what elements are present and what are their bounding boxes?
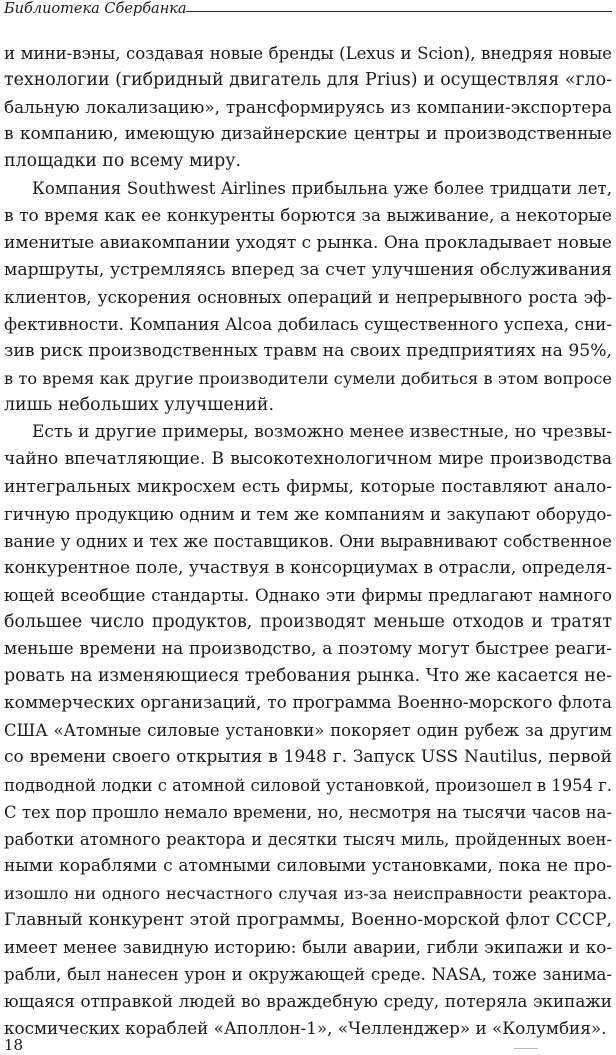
text-line: и мини-вэны, создавая новые бренды (Lexus и Scion), внедряя новые [4, 44, 612, 63]
text-line: ющаяся отправкой людей во враждебную среду, потеряла экипажи [4, 991, 612, 1012]
text-line: большее число продуктов, производят меньше отходов и тратят [4, 611, 612, 632]
text-line: меньше времени на производство, а поэтому могут быстрее реаги- [4, 639, 612, 660]
text-line: Есть и другие примеры, возможно менее известные, но чрезвы- [32, 422, 612, 443]
text-line: США «Атомные силовые установки» покоряет один рубеж за другим [4, 721, 612, 741]
text-line: ными кораблями с атомными силовыми установками, пока не про- [4, 855, 612, 876]
text-line: чайно впечатляющие. В высокотехнологичном мире производства [4, 449, 612, 470]
text-line: гичную продукцию одним и тем же компаниям и закупают оборудо- [4, 504, 612, 524]
text-line: ющей всеобщие стандарты. Однако эти фирмы предлагают намного [4, 585, 612, 605]
text-line: Главный конкурент этой программы, Военно-морской флот СССР, [4, 910, 612, 930]
text-line: маршруты, устремляясь вперед за счет улучшения обслуживания [4, 259, 612, 280]
text-line: интегральных микросхем есть фирмы, которые поставляют анало- [4, 476, 612, 497]
paragraph [4, 175, 612, 419]
header-title: Библиотека Сбербанка [4, 0, 193, 18]
text-line: площадки по всему миру. [4, 151, 242, 172]
text-line: рабли, был нанесен урон и окружающей среде. NASA, тоже занима- [4, 965, 612, 985]
text-line: работки атомного реактора и десятки тысяч миль, пройденных воен- [4, 829, 612, 849]
running-header [4, 0, 612, 22]
text-line: вание у одних и тех же поставщиков. Они выравнивают собственное [4, 531, 612, 551]
text-line: имеет менее завидную историю: были аварии, гибли экипажи и ко- [4, 937, 612, 958]
paragraph [4, 419, 612, 1042]
text-line: С тех пор прошло немало времени, но, несмотря на тысячи часов на- [4, 802, 612, 822]
footer-mark [514, 1048, 538, 1049]
text-line: подводной лодки с атомной силовой установкой, произошел в 1954 г. [4, 775, 612, 795]
text-line: изошло ни одного несчастного случая из-за неисправности реактора. [4, 883, 612, 903]
text-line: коммерческих организаций, то программа Военно-морского флота [4, 693, 612, 714]
text-line: фективности. Компания Alcoa добилась существенного успеха, сни- [4, 313, 612, 334]
text-line: технологии (гибридный двигатель для Prius) и осуществляя «гло- [4, 70, 612, 91]
text-line: в то время как другие производители сумели добиться в этом вопросе [4, 369, 612, 389]
text-line: конкурентное поле, участвуя в консорциумах в отрасли, определя- [4, 557, 612, 578]
text-line: зив риск производственных травм на своих предприятиях на 95%, [4, 341, 612, 362]
text-line: со времени своего открытия в 1948 г. Запуск USS Nautilus, первой [4, 747, 612, 768]
text-line: в компанию, имеющую дизайнерские центры и производственные [4, 124, 612, 145]
header-rule [186, 11, 612, 12]
page-number: 18 [4, 1036, 24, 1054]
page-body [4, 40, 612, 1042]
text-line: бальную локализацию», трансформируясь из компании-экспортера [4, 97, 612, 118]
text-line: в то время как ее конкуренты борются за выживание, а некоторые [4, 205, 612, 226]
text-line: ровать на изменяющиеся требования рынка. Что же касается не- [4, 666, 612, 687]
text-line: Компания Southwest Airlines прибыльна уже более тридцати лет, [32, 179, 612, 199]
text-line: клиентов, ускорения основных операций и непрерывного роста эф- [4, 286, 612, 307]
paragraph [4, 40, 612, 175]
text-line: космических кораблей «Аполлон-1», «Челленджер» и «Колумбия». [4, 1018, 607, 1039]
text-line: именитые авиакомпании уходят с рынка. Она прокладывает новые [4, 232, 612, 253]
text-line: лишь небольших улучшений. [4, 395, 275, 416]
